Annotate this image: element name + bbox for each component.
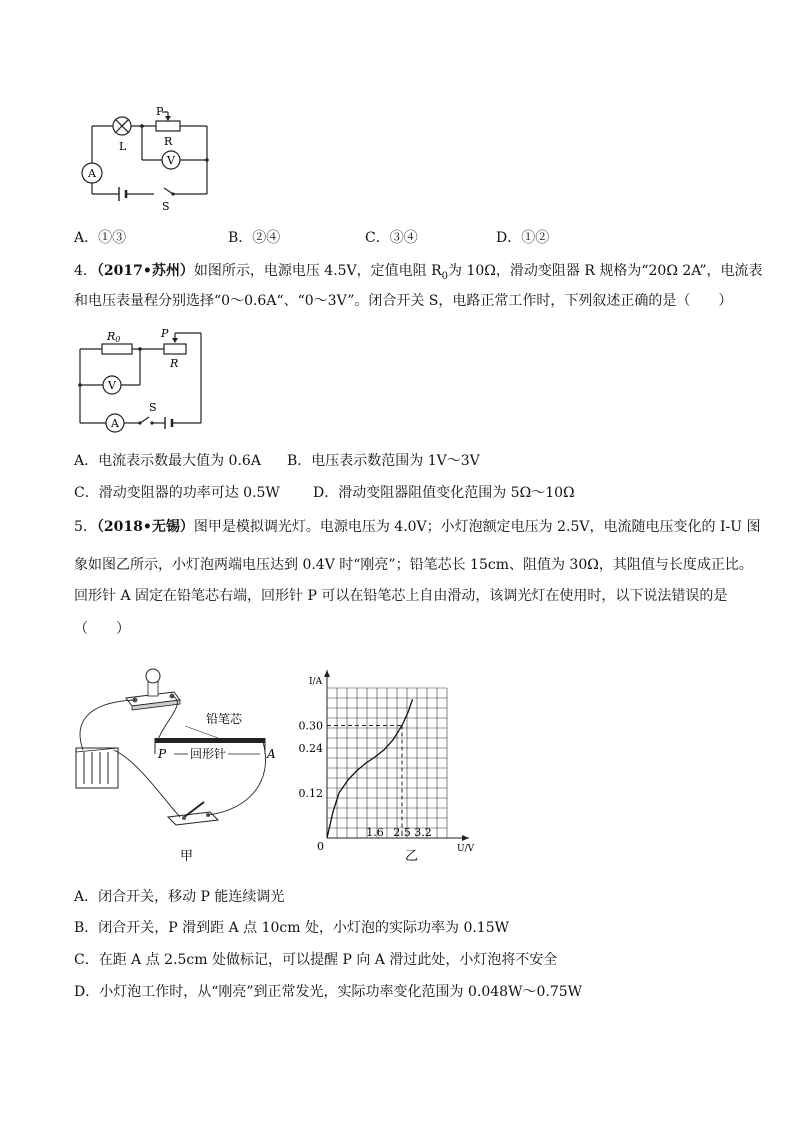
q3-option-b[interactable]: B．②④ [228,230,281,246]
y-axis-arrow [324,670,330,677]
q4-fig-label-p: P [161,327,169,340]
y-tick-label: 0.30 [298,719,323,733]
q5-label-p: P [158,747,167,761]
q4-option-c[interactable]: C．滑动变阻器的功率可达 0.5W [74,485,280,501]
q5-pencil-lead [155,738,265,743]
x-axis-label: U/V [457,844,475,854]
q3-label-s: S [162,200,170,213]
q5-stem-line2: 象如图乙所示，小灯泡两端电压达到 0.4V 时“刚亮”；铅笔芯长 15cm、阻值为 30Ω，其阻值与长度成正比。 [74,557,753,573]
x-tick-label: 1.6 [366,826,384,839]
q5-label-a: A [267,747,276,761]
q5-label-clip: 回形针 [190,747,227,761]
q4-text-part1: 如图所示，电源电压 4.5V，定值电阻 R [193,263,442,279]
q4-fig-label-r0: R0 [107,330,121,344]
q5-stem-line4: （ ） [74,621,130,637]
q3-label-p: P [156,105,164,118]
q5-option-a[interactable]: A．闭合开关，移动 P 能连续调光 [74,889,285,905]
q5-stem-line1 [74,518,760,536]
q5-option-d[interactable]: D．小灯泡工作时，从“刚亮”到正常发光，实际功率变化范围为 0.048W～0.75W [74,984,583,1000]
q4-fig-label-v: V [108,379,116,392]
q3-option-a[interactable]: A．①③ [74,230,127,246]
q5-caption-yi: 乙 [405,849,419,864]
q3-option-d[interactable]: D．①② [496,230,550,246]
iu-curve [327,699,413,838]
q3-option-c[interactable]: C．③④ [365,230,418,246]
origin-label: 0 [317,840,324,853]
q5-number: 5． [74,519,97,535]
q5-option-c[interactable]: C．在距 A 点 2.5cm 处做标记，可以提醒 P 向 A 滑过此处，小灯泡将不安全 [74,952,558,968]
q5-stem-line3: 回形针 A 固定在铅笔芯右端，回形针 P 可以在铅笔芯上自由滑动，该调光灯在使用时，以下说法错误的是 [74,588,728,604]
q5-figure-jia-apparatus [68,662,293,867]
q3-label-a: A [88,167,96,180]
q4-option-a[interactable]: A．电流表示数最大值为 0.6A [74,453,261,469]
x-axis-arrow [462,835,469,841]
q4-text-part2: 为 10Ω，滑动变阻器 R 规格为“20Ω 2A”，电流表 [448,263,763,279]
q4-number: 4． [74,263,97,279]
battery-icon [76,748,118,788]
y-axis-label: I/A [309,677,323,687]
light-bulb-icon [146,669,160,683]
q4-fig-label-r: R [170,357,179,370]
knife-switch-icon [168,812,218,825]
q3-label-v: V [167,154,175,167]
q5-caption-jia: 甲 [180,849,194,864]
q4-fig-label-a: A [111,417,119,430]
q4-option-d[interactable]: D．滑动变阻器阻值变化范围为 5Ω～10Ω [313,485,575,501]
q5-option-b[interactable]: B．闭合开关，P 滑到距 A 点 10cm 处，小灯泡的实际功率为 0.15W [74,920,510,936]
y-tick-label: 0.12 [298,787,323,800]
q4-stem-line2: 和电压表量程分别选择“0～0.6A“、“0～3V”。闭合开关 S，电路正常工作时，下列叙述正确的是（ ） [74,293,733,309]
q4-source: （2017•苏州） [96,263,194,279]
q4-r0-subscript: 0 [441,270,449,282]
q5-text-part1: 图甲是模拟调光灯。电源电压为 4.0V；小灯泡额定电压为 2.5V，电流随电压变化的 I-U 图 [193,519,761,535]
q4-stem-line1 [74,262,763,286]
q4-option-b[interactable]: B．电压表示数范围为 1V～3V [287,453,480,469]
q3-label-r: R [164,135,173,148]
q5-iu-chart [292,668,482,868]
q3-label-l: L [119,140,127,153]
y-tick-label: 0.24 [298,742,323,755]
q4-circuit-diagram [70,325,215,437]
q4-fig-label-s: S [149,401,157,414]
q3-circuit-diagram [70,98,220,218]
q5-label-pencil-lead: 铅笔芯 [206,712,243,726]
x-tick-label: 3.2 [414,826,432,839]
x-tick-label: 2.5 [393,826,411,839]
q5-source: （2018•无锡） [96,519,194,535]
